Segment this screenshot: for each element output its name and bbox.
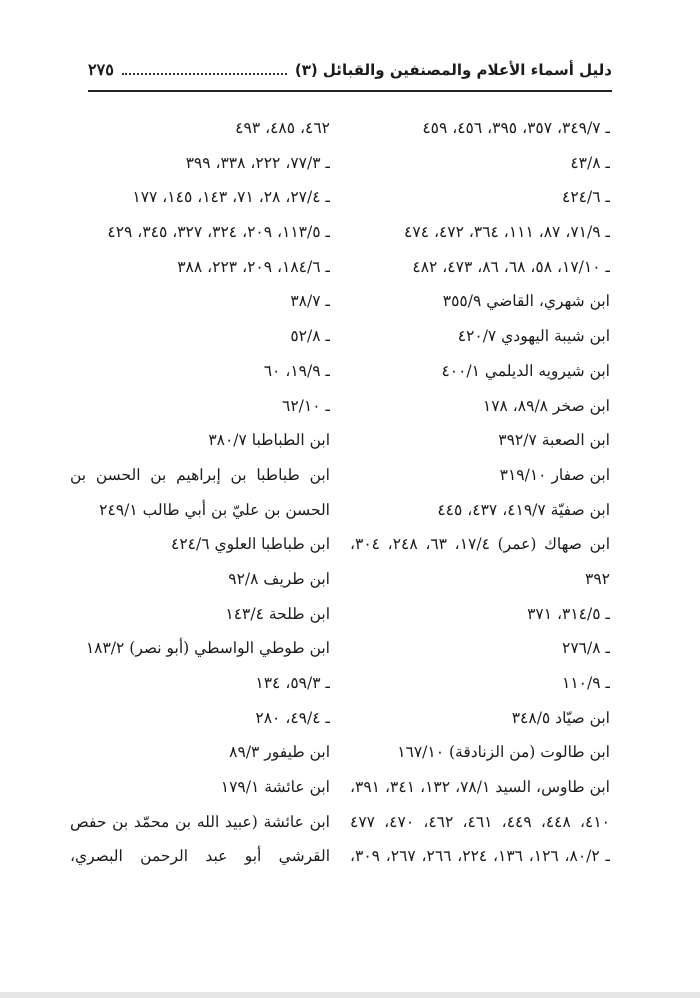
index-entry: ابن طباطبا العلوي ٤٢٤/٦	[171, 535, 330, 554]
index-entry: ابن شهري، القاضي ٣٥٥/٩	[442, 292, 610, 311]
index-entry: ابن شيرويه الديلمي ٤٠٠/١	[441, 361, 610, 380]
index-entry: ابن طريف ٩٢/٨	[228, 569, 330, 588]
index-entry: ـ ١٩/٩، ٦٠	[263, 361, 330, 380]
page-bottom-edge	[0, 992, 700, 998]
index-entry: ابن طباطبا بن إبراهيم بن الحسن بن	[70, 465, 330, 484]
index-entry: ـ ٢٧/٤، ٢٨، ٧١، ١٤٣، ١٤٥، ١٧٧	[132, 188, 330, 207]
index-entry: ـ ٣١٤/٥، ٣٧١	[527, 604, 610, 623]
index-column-right	[350, 111, 610, 874]
index-entry: ـ ٥٩/٣، ١٣٤	[255, 674, 330, 692]
index-entry: ابن طيفور ٨٩/٣	[229, 743, 330, 762]
index-entry: ـ ٣٤٩/٧، ٣٥٧، ٣٩٥، ٤٥٦، ٤٥٩	[422, 119, 610, 137]
index-entry: ٤٦٢، ٤٨٥، ٤٩٣	[235, 119, 330, 137]
index-entry: ٣٩٢	[585, 569, 610, 588]
index-entry: ابن طوطي الواسطي (أبو نصر) ١٨٣/٢	[85, 639, 330, 658]
index-entry: ابن صفيّة ٤١٩/٧، ٤٣٧، ٤٤٥	[437, 500, 610, 519]
header-title: دليل أسماء الأعلام والمصنفين والقبائل (٣)	[294, 61, 612, 79]
index-entry: ابن صهاك (عمر) ١٧/٤، ٦٣، ٢٤٨، ٣٠٤،	[350, 535, 610, 554]
index-entry: ٤١٠، ٤٤٨، ٤٤٩، ٤٦١، ٤٦٢، ٤٧٠، ٤٧٧	[350, 812, 610, 831]
index-entry: ـ ٧١/٩، ٨٧، ١١١، ٣٦٤، ٤٧٢، ٤٧٤	[404, 223, 610, 242]
index-entry: ابن الطباطبا ٣٨٠/٧	[208, 431, 330, 450]
index-entry: ـ ٤٢٤/٦	[562, 188, 610, 207]
index-entry: ـ ٤٩/٤، ٢٨٠	[255, 708, 330, 727]
header-rule	[88, 90, 612, 92]
index-entry: ـ ٤٣/٨	[570, 153, 610, 172]
index-entry: ابن صيّاد ٣٤٨/٥	[511, 708, 610, 727]
header-dot-leader	[122, 61, 287, 75]
index-entry: ابن عائشة ١٧٩/١	[220, 778, 330, 797]
index-entry: ـ ٢٧٦/٨	[562, 639, 610, 658]
index-entry: ـ ١٨٤/٦، ٢٠٩، ٢٢٣، ٣٨٨	[177, 257, 330, 276]
index-entry: الحسن بن عليّ بن أبي طالب ٢٤٩/١	[99, 500, 330, 519]
index-entry: ابن طاوس، السيد ٧٨/١، ١٣٢، ٣٤١، ٣٩١،	[350, 778, 610, 797]
index-entry: ـ ٨٠/٢، ١٢٦، ١٣٦، ٢٢٤، ٢٦٦، ٢٦٧، ٣٠٩،	[350, 847, 610, 866]
index-entry: ابن صفار ٣١٩/١٠	[499, 465, 610, 484]
index-entry: ابن عائشة (عبيد الله بن محمّد بن حفص	[70, 812, 330, 831]
index-entry: ابن طالوت (من الزنادقة) ١٦٧/١٠	[397, 743, 610, 762]
index-entry: ـ ٧٧/٣، ٢٢٢، ٣٣٨، ٣٩٩	[185, 153, 330, 172]
index-entry: ـ ٦٢/١٠	[282, 396, 330, 415]
index-entry: القرشي أبو عبد الرحمن البصري،	[70, 847, 330, 866]
index-entry: ابن الصعبة ٣٩٢/٧	[498, 431, 610, 450]
index-column-left	[70, 111, 330, 874]
index-entry: ـ ٣٨/٧	[290, 292, 330, 311]
index-entry: ـ ١٧/١٠، ٥٨، ٦٨، ٨٦، ٤٧٣، ٤٨٢	[412, 257, 610, 276]
index-entry: ـ ٥٢/٨	[290, 327, 330, 346]
index-entry: ـ ١١٣/٥، ٢٠٩، ٣٢٤، ٣٢٧، ٣٤٥، ٤٢٩	[107, 223, 330, 242]
page-number: ٢٧٥	[88, 60, 114, 79]
index-entry: ـ ١١٠/٩	[562, 674, 610, 692]
index-entry: ابن طلحة ١٤٣/٤	[225, 604, 330, 623]
running-header	[88, 60, 612, 86]
index-entry: ابن صخر ٨٩/٨، ١٧٨	[482, 396, 610, 415]
index-entry: ابن شيبة اليهودي ٤٢٠/٧	[457, 327, 610, 346]
